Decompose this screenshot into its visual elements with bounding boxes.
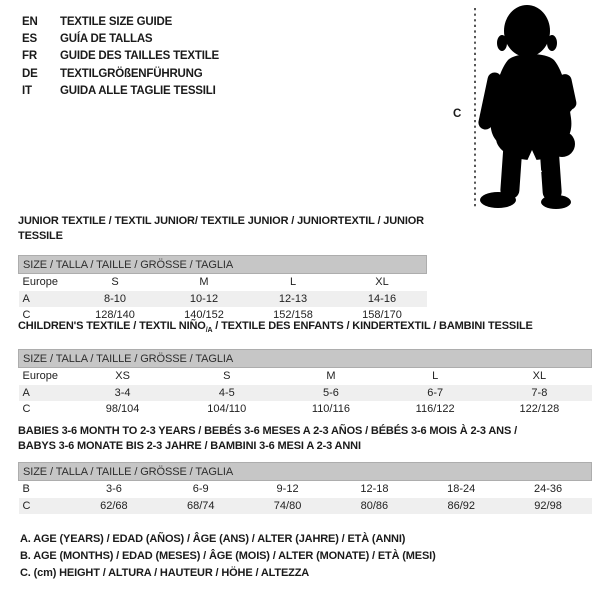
table-title-segment: JUNIOR TEXTILE / TEXTIL JUNIOR/ TEXTILE JUNIOR / JUNIORTEXTIL / JUNIOR TESSILE [18,215,424,242]
language-title: TEXTILE SIZE GUIDE [60,15,173,28]
size-value-cell: 122/128 [519,403,560,416]
legend-note-line: B. AGE (MONTHS) / EDAD (MESES) / ÂGE (MOIS) / ALTER (MONATE) / ETÀ (MESI) [20,550,436,562]
table-title-segment: CHILDREN'S TEXTILE / TEXTIL NIÑO [18,320,206,332]
row-label-cell: Europe [22,276,58,289]
size-value-cell: 9-12 [276,483,299,496]
size-value-cell: 6-7 [427,386,444,399]
language-title: GUIDE DES TAILLES TEXTILE [60,50,219,63]
toddler-figure [440,0,600,215]
language-code: EN [22,15,38,28]
size-value-cell: 110/116 [311,403,351,416]
size-value-cell: 62/68 [100,499,128,512]
legend-notes [20,531,436,582]
row-label-cell: C [22,309,31,322]
size-value-cell: 152/158 [273,309,313,322]
size-value-cell: 24-36 [534,483,563,496]
language-code: IT [22,85,32,98]
height-label: C [453,108,462,120]
size-value-cell: 80/86 [360,499,389,512]
children-textile-section [18,319,592,418]
size-value-cell: S [223,370,231,383]
size-value-cell: 104/110 [207,403,247,416]
size-value-cell: L [289,276,297,289]
size-value-cell: 5-6 [323,386,339,399]
babies-textile-section [18,424,592,514]
table-row [19,401,592,418]
table-row [19,274,427,291]
size-value-cell: 3-6 [105,483,122,496]
row-label-cell: C [22,499,31,512]
junior-textile-section [18,214,427,324]
size-value-cell: 14-16 [367,292,397,305]
language-title: GUIDA ALLE TAGLIE TESSILI [60,85,216,98]
language-row [22,83,219,100]
row-label-cell: C [22,403,31,416]
size-header-bar: SIZE / TALLA / TAILLE / GRÖSSE / TAGLIA [19,350,592,368]
language-row [22,48,219,65]
size-value-cell: 18-24 [447,483,476,496]
size-value-cell: XL [375,276,389,289]
size-value-cell: 140/152 [184,309,224,322]
table-row [19,481,592,498]
size-value-cell: 92/98 [534,499,562,512]
table-title-segment: /A [205,327,213,335]
language-code: DE [22,67,38,80]
junior-size-table [18,255,427,324]
size-header-bar: SIZE / TALLA / TAILLE / GRÖSSE / TAGLIA [19,463,592,481]
size-value-cell: 8-10 [103,292,127,305]
size-value-cell: XL [532,370,547,383]
size-value-cell: 86/92 [447,499,475,512]
language-row [22,30,219,47]
language-title: GUÍA DE TALLAS [60,33,153,46]
size-value-cell: S [111,276,119,289]
language-list [22,13,219,100]
row-label-cell: A [22,386,30,399]
legend-note-line: A. AGE (YEARS) / EDAD (AÑOS) / ÂGE (ANS) / ALTER (JAHRE) / ETÀ (ANNI) [20,533,406,545]
size-value-cell: 12-13 [278,292,308,305]
language-title: TEXTILGRÖßENFÜHRUNG [60,67,203,80]
table-title [18,319,592,338]
size-value-cell: 158/170 [362,309,402,322]
size-value-cell: 12-18 [360,483,389,496]
table-title [18,424,592,454]
size-value-cell: 4-5 [218,386,235,399]
table-row [19,291,427,308]
size-value-cell: 98/104 [105,403,140,416]
size-value-cell: M [199,276,209,289]
size-value-cell: 7-8 [531,386,548,399]
language-code: ES [22,33,37,46]
size-value-cell: 116/122 [415,403,455,416]
table-row [19,385,592,402]
size-value-cell: XS [115,370,130,383]
babies-size-table [18,462,592,514]
table-row [19,368,592,385]
size-value-cell: L [432,370,439,383]
size-value-cell: 3-4 [114,386,131,399]
table-title-segment: BABYS 3-6 MONATE BIS 2-3 JAHRE / BAMBINI 3-6 MESI A 2-3 ANNI [18,440,361,452]
children-size-table [18,349,592,418]
language-row [22,65,219,82]
table-row [19,498,592,515]
size-value-cell: 74/80 [273,499,302,512]
size-value-cell: 128/140 [95,309,135,322]
toddler-silhouette-icon [477,5,577,209]
size-value-cell: 6-9 [192,483,209,496]
row-label-cell: B [22,483,30,496]
size-value-cell: 10-12 [189,292,219,305]
size-value-cell: 68/74 [186,499,215,512]
language-row [22,13,219,30]
size-value-cell: M [326,370,336,383]
table-title [18,214,427,244]
size-header-bar: SIZE / TALLA / TAILLE / GRÖSSE / TAGLIA [19,256,427,274]
legend-note-line: C. (cm) HEIGHT / ALTURA / HAUTEUR / HÖHE / ALTEZZA [20,567,310,579]
table-title-segment: / TEXTILE DES ENFANTS / KINDERTEXTIL / BAMBINI TESSILE [212,320,533,332]
row-label-cell: Europe [22,370,58,383]
table-title-segment: BABIES 3-6 MONTH TO 2-3 YEARS / BEBÉS 3-6 MESES A 2-3 AÑOS / BÉBÉS 3-6 MOIS À 2-3 ANS / [18,425,517,437]
language-code: FR [22,50,37,63]
row-label-cell: A [22,292,30,305]
